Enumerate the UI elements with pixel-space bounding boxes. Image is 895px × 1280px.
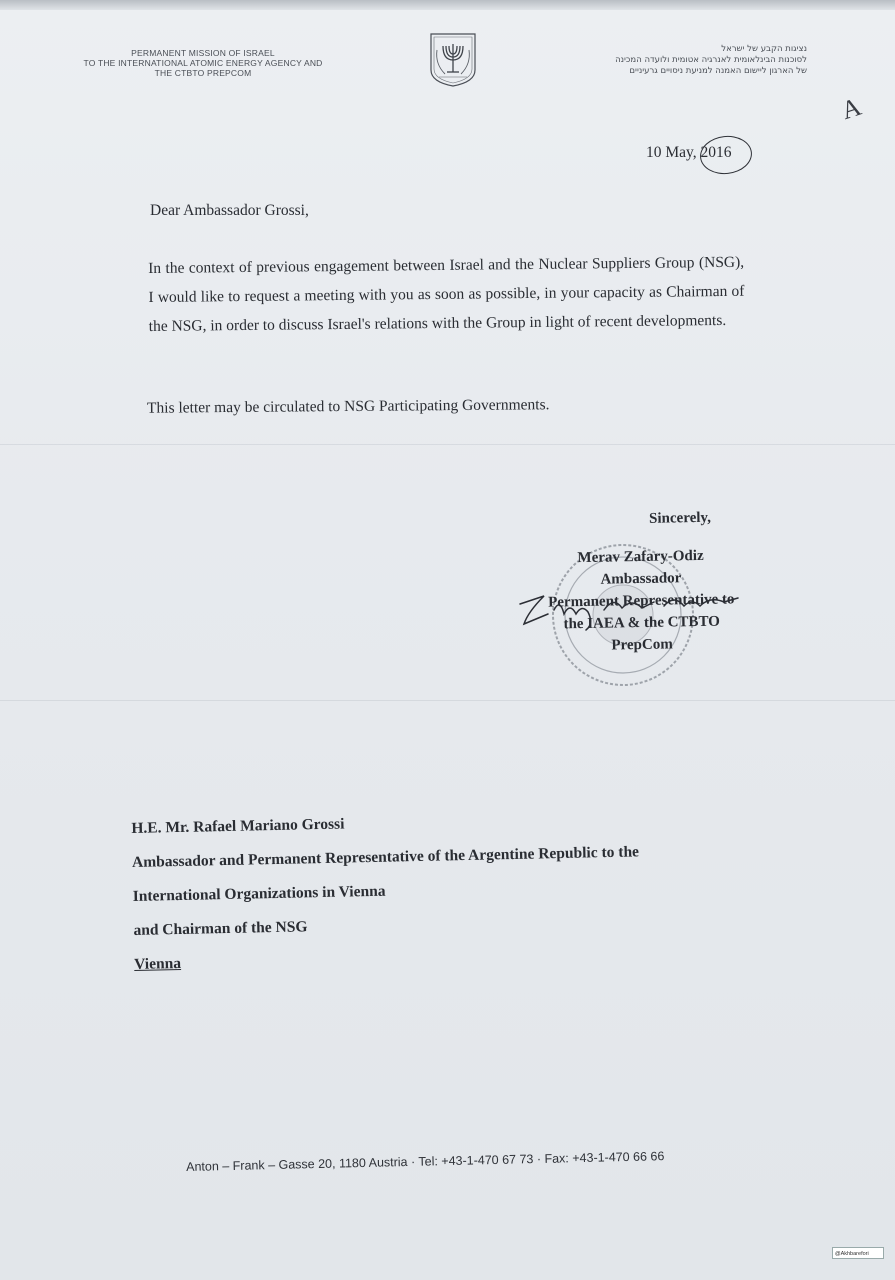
letterhead-line: של הארגון ליישום האמנה למניעת ניסויים גרעיניים: [629, 66, 807, 76]
letterhead-line: PERMANENT MISSION OF ISRAEL: [131, 48, 275, 58]
signature-block: [511, 506, 772, 658]
handwritten-annotation: A: [837, 91, 865, 126]
addressee-line: International Organizations in Vienna: [132, 882, 386, 905]
addressee-city: Vienna: [134, 954, 182, 973]
body-paragraph: In the context of previous engagement between Israel and the Nuclear Suppliers Group (NSG), I would like to request a meeting with you as soon as possible, in your capacity as Chairman of the NSG, in order to discuss Israel's relations with the Group in light of recent developments.: [148, 253, 745, 335]
handwritten-signature: [514, 584, 744, 634]
menorah-emblem-icon: [425, 30, 481, 88]
signer-role: the IAEA & the CTBTO: [563, 613, 721, 633]
signer-name: Merav Zafary-Odiz: [577, 547, 704, 567]
paper-fold-line: [0, 700, 895, 701]
signer-role: PrepCom: [611, 636, 673, 654]
letterhead-hebrew: [547, 44, 807, 77]
closing: Sincerely,: [648, 509, 712, 527]
salutation: Dear Ambassador Grossi,: [150, 202, 309, 219]
letterhead-line: לסוכנות הבינלאומית לאנרגיה אטומית ולועדה המכינה: [615, 55, 807, 65]
letter-date: 10 May, 2016: [646, 144, 732, 161]
letterhead-english: [58, 48, 348, 78]
watermark-badge: @Akhbarefori: [832, 1247, 884, 1259]
body-paragraph: This letter may be circulated to NSG Participating Governments.: [146, 396, 550, 417]
letterhead-line: נציגות הקבע של ישראל: [721, 44, 807, 54]
date-circle-mark: [698, 133, 754, 176]
scan-top-edge: [0, 0, 895, 10]
signer-role: Permanent Representative to: [548, 591, 735, 611]
signer-title: Ambassador: [600, 570, 682, 588]
addressee-line: Ambassador and Permanent Representative of the Argentine Republic to the: [131, 843, 640, 871]
letterhead-line: TO THE INTERNATIONAL ATOMIC ENERGY AGENCY AND: [83, 58, 323, 68]
footer-address: Anton – Frank – Gasse 20, 1180 Austria · Tel: +43-1-470 67 73 · Fax: +43-1-470 66 66: [186, 1149, 665, 1174]
addressee-block: [131, 799, 774, 982]
addressee-line: and Chairman of the NSG: [133, 918, 308, 939]
letterhead-line: THE CTBTO PREPCOM: [154, 68, 252, 78]
paper-fold-line: [0, 444, 895, 445]
addressee-line: H.E. Mr. Rafael Mariano Grossi: [131, 815, 345, 837]
